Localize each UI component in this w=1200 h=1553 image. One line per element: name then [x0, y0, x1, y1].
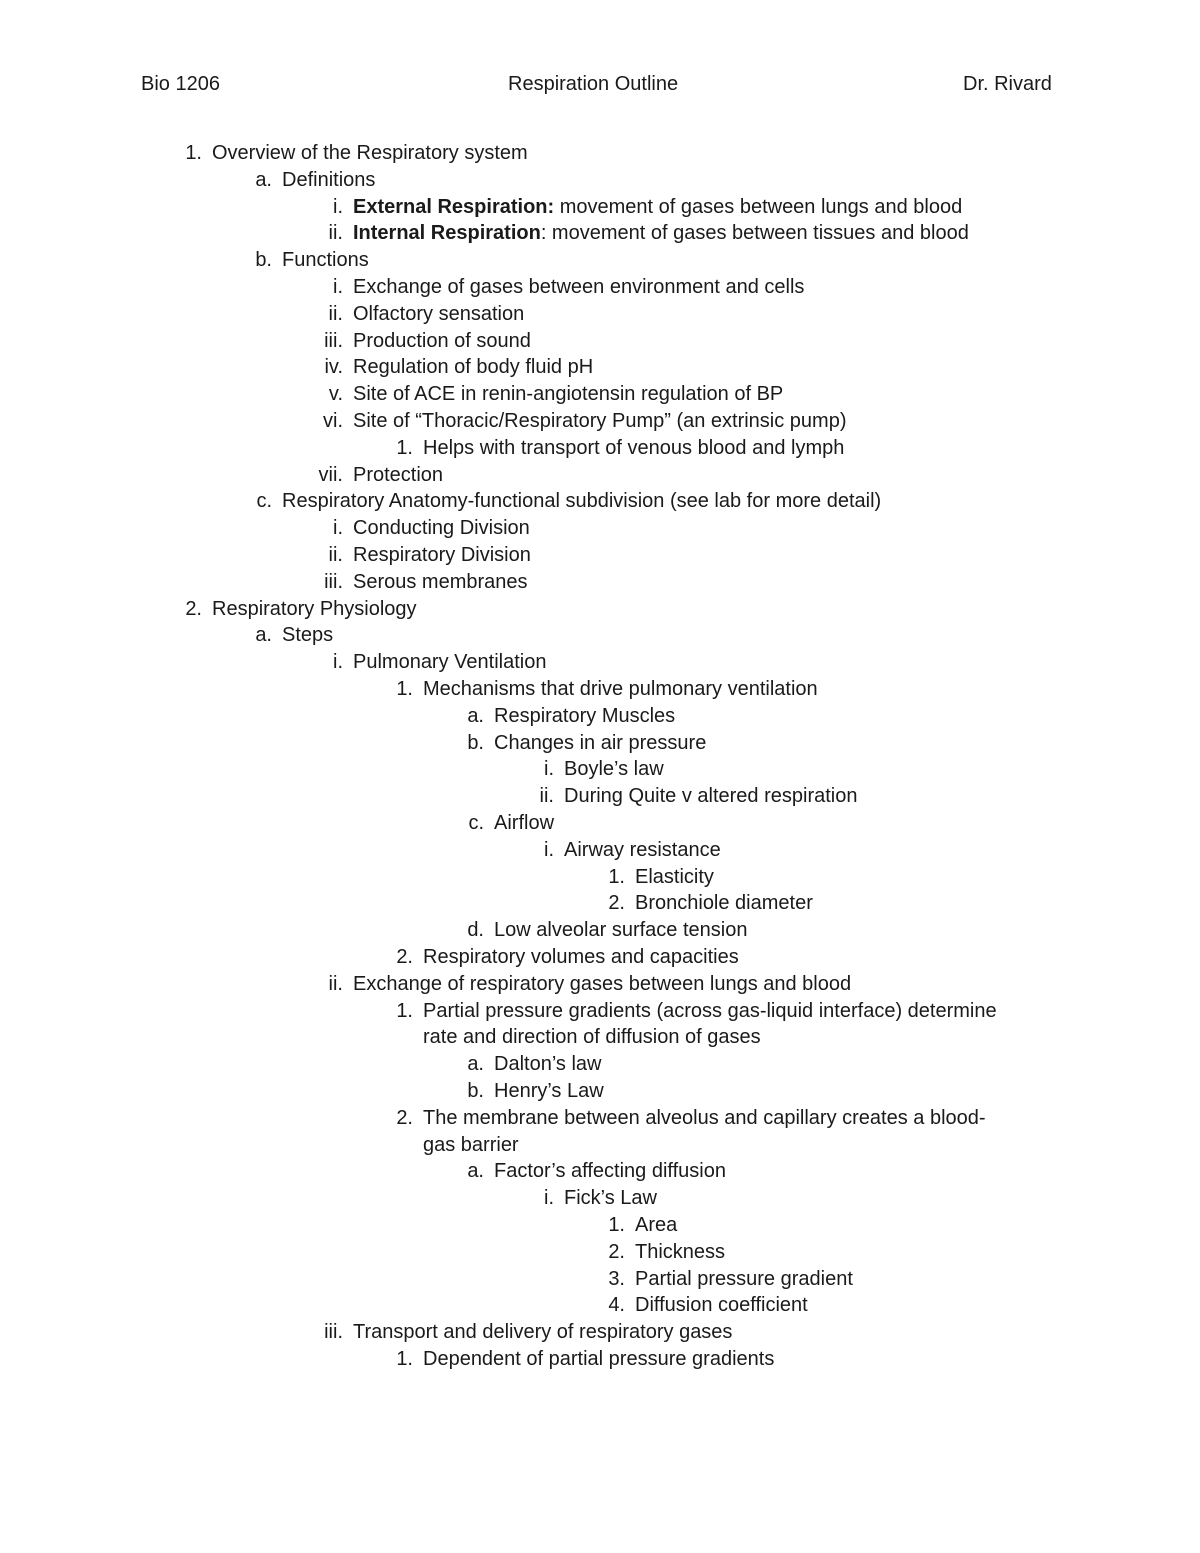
outline-marker: iii.	[324, 329, 343, 352]
page-header	[0, 70, 1200, 98]
outline-item	[0, 408, 1200, 435]
outline-item	[0, 783, 1200, 810]
outline-item	[0, 890, 1200, 917]
outline-marker: 2.	[396, 946, 413, 968]
outline-text: Helps with transport of venous blood and lymph	[423, 436, 845, 459]
outline-item	[0, 220, 1200, 247]
outline-item	[0, 1158, 1200, 1185]
outline-marker: a.	[467, 1053, 484, 1076]
outline-text: Henry’s Law	[494, 1080, 604, 1102]
outline-item	[0, 354, 1200, 381]
outline-item	[0, 1078, 1200, 1105]
outline-item	[0, 140, 1200, 167]
outline-marker: 1.	[608, 865, 625, 888]
outline-text: Airflow	[494, 812, 555, 834]
outline-text: rate and direction of diffusion of gases	[423, 1026, 761, 1049]
outline-marker: i.	[544, 1187, 554, 1210]
outline-marker: v.	[328, 383, 343, 406]
outline-text: Partial pressure gradients (across gas-liquid interface) determine	[423, 999, 997, 1022]
outline-text: Area	[635, 1214, 678, 1236]
outline-marker: a.	[255, 168, 272, 191]
term-bold: Internal Respiration	[353, 222, 541, 245]
document-title: Respiration Outline	[508, 73, 679, 95]
outline-text: Protection	[353, 463, 444, 486]
outline-marker: ii.	[328, 222, 343, 245]
outline-item	[0, 944, 1200, 971]
outline-item	[0, 462, 1200, 489]
outline-text: Changes in air pressure	[494, 731, 707, 754]
outline-marker: ii.	[328, 544, 343, 566]
outline-item	[0, 756, 1200, 783]
outline-item	[0, 1051, 1200, 1078]
outline-marker: d.	[467, 919, 484, 942]
outline-marker: i.	[333, 195, 343, 218]
outline-item	[0, 167, 1200, 194]
outline-item	[0, 810, 1200, 837]
outline-text: Pulmonary Ventilation	[353, 651, 547, 674]
outline-text	[353, 194, 962, 221]
term-definition: movement of gases between lungs and blood	[554, 195, 963, 218]
outline-text: Respiratory volumes and capacities	[423, 946, 739, 968]
outline-text: gas barrier	[423, 1133, 519, 1156]
outline-item	[0, 730, 1200, 757]
outline-text: Conducting Division	[353, 517, 530, 540]
outline-text: Mechanisms that drive pulmonary ventilation	[423, 678, 818, 700]
outline-item	[0, 596, 1200, 623]
outline-item	[0, 998, 1200, 1025]
outline-marker: 2.	[185, 597, 202, 620]
outline-marker: 1.	[396, 1348, 413, 1370]
outline-item	[0, 274, 1200, 301]
outline-marker: b.	[467, 731, 484, 754]
outline-marker: ii.	[328, 302, 343, 325]
outline-item	[0, 247, 1200, 274]
outline-marker: 1.	[185, 142, 202, 164]
outline-marker: i.	[333, 517, 343, 540]
outline-text: Factor’s affecting diffusion	[494, 1160, 726, 1183]
outline-text: Production of sound	[353, 329, 531, 352]
outline-text: Exchange of respiratory gases between lungs and blood	[353, 972, 852, 995]
outline-item	[0, 1105, 1200, 1132]
outline-text: Airway resistance	[564, 838, 721, 861]
outline-marker: c.	[256, 490, 272, 513]
outline-marker: iii.	[324, 570, 343, 593]
outline-item	[0, 837, 1200, 864]
outline-marker: ii.	[539, 785, 554, 808]
outline-item	[0, 488, 1200, 515]
outline-item	[0, 676, 1200, 703]
outline-text: Bronchiole diameter	[635, 892, 813, 915]
outline-text: Respiratory Anatomy-functional subdivision (see lab for more detail)	[282, 490, 882, 513]
outline-marker: 1.	[608, 1214, 625, 1236]
outline-item	[0, 864, 1200, 891]
outline-item	[0, 1292, 1200, 1319]
outline-marker: i.	[333, 651, 343, 674]
outline-marker: 3.	[608, 1267, 625, 1290]
outline-text: Olfactory sensation	[353, 302, 525, 325]
outline-item	[0, 971, 1200, 998]
outline-marker: iv.	[324, 356, 343, 379]
course-code: Bio 1206	[141, 73, 220, 95]
outline-text	[353, 220, 969, 247]
instructor-name: Dr. Rivard	[963, 73, 1052, 95]
outline-item	[0, 435, 1200, 462]
outline-marker: iii.	[324, 1321, 343, 1344]
outline-item	[0, 1266, 1200, 1293]
outline-item	[0, 1212, 1200, 1239]
outline-item	[0, 194, 1200, 221]
outline-text: Diffusion coefficient	[635, 1294, 808, 1317]
outline-text: Definitions	[282, 168, 376, 191]
outline-item	[0, 515, 1200, 542]
outline-item	[0, 542, 1200, 569]
outline-item	[0, 328, 1200, 355]
outline-text: Respiratory Muscles	[494, 704, 676, 727]
outline-marker: b.	[467, 1080, 484, 1102]
outline-item	[0, 301, 1200, 328]
outline-text: Transport and delivery of respiratory gases	[353, 1321, 733, 1344]
outline-marker: a.	[255, 624, 272, 647]
outline-item	[0, 1132, 1200, 1159]
outline-text: Respiratory Physiology	[212, 597, 417, 620]
outline-marker: 1.	[396, 436, 413, 459]
outline-marker: a.	[467, 1160, 484, 1183]
term-bold: External Respiration:	[353, 195, 555, 218]
outline-marker: i.	[544, 758, 554, 781]
outline-marker: b.	[255, 249, 272, 272]
outline-marker: i.	[333, 276, 343, 298]
outline-marker: 1.	[396, 678, 413, 700]
outline-item	[0, 1185, 1200, 1212]
outline-marker: vi.	[323, 410, 343, 432]
outline-item	[0, 381, 1200, 408]
outline-marker: 2.	[396, 1106, 413, 1129]
outline-text: Overview of the Respiratory system	[212, 142, 528, 164]
outline-text: Fick’s Law	[564, 1187, 657, 1210]
outline-text: Dependent of partial pressure gradients	[423, 1348, 775, 1370]
outline-text: During Quite v altered respiration	[564, 785, 858, 808]
outline-marker: c.	[468, 812, 484, 834]
outline-item	[0, 1319, 1200, 1346]
outline-text: Serous membranes	[353, 570, 528, 593]
outline-text: Site of ACE in renin-angiotensin regulation of BP	[353, 383, 784, 406]
outline-text: Thickness	[635, 1240, 726, 1263]
outline-text: Low alveolar surface tension	[494, 919, 748, 942]
outline-text: Functions	[282, 249, 369, 272]
term-definition: : movement of gases between tissues and blood	[540, 222, 969, 245]
outline-item	[0, 1024, 1200, 1051]
outline-item	[0, 1239, 1200, 1266]
outline-marker: 2.	[608, 892, 625, 915]
outline-text: Regulation of body fluid pH	[353, 356, 594, 379]
outline-item	[0, 1346, 1200, 1373]
outline-marker: 2.	[608, 1240, 625, 1263]
outline-text: Site of “Thoracic/Respiratory Pump” (an extrinsic pump)	[353, 410, 847, 432]
outline-text: Steps	[282, 624, 334, 647]
outline-text: Exchange of gases between environment and cells	[353, 276, 805, 298]
outline-marker: 1.	[396, 999, 413, 1022]
outline-marker: 4.	[608, 1294, 625, 1317]
outline-text: Respiratory Division	[353, 544, 531, 566]
outline-item	[0, 703, 1200, 730]
outline-item	[0, 917, 1200, 944]
outline-marker: i.	[544, 838, 554, 861]
outline-text: The membrane between alveolus and capillary creates a blood-	[423, 1106, 986, 1129]
outline-marker: ii.	[328, 972, 343, 995]
outline-text: Boyle’s law	[564, 758, 664, 781]
outline-text: Dalton’s law	[494, 1053, 602, 1076]
outline-item	[0, 622, 1200, 649]
outline-marker: vii.	[318, 463, 343, 486]
outline-item	[0, 569, 1200, 596]
outline-text: Elasticity	[635, 865, 714, 888]
outline-item	[0, 649, 1200, 676]
outline-text: Partial pressure gradient	[635, 1267, 853, 1290]
outline-marker: a.	[467, 704, 484, 727]
